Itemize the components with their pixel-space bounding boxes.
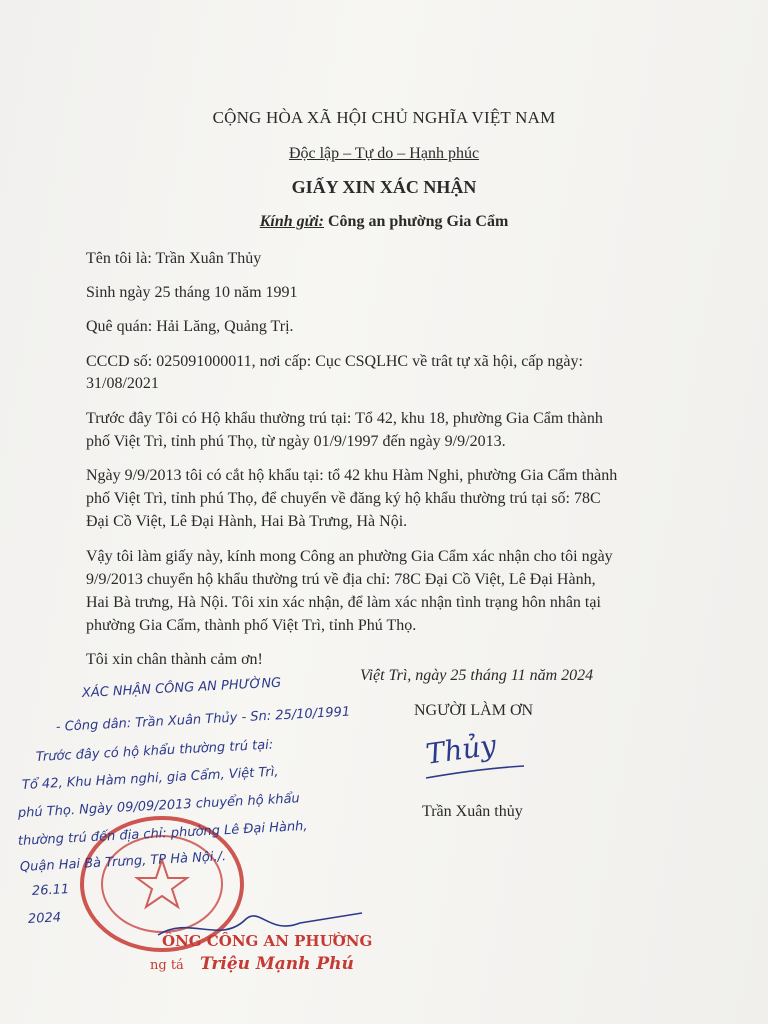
stamp-office-label: ÔNG CÔNG AN PHƯỜNG [162,932,373,950]
note-line-4: Tổ 42, Khu Hàm nghi, gia Cẩm, Việt Trì, [21,764,279,793]
para3-line-2: 9/9/2013 chuyển hộ khẩu thường trú về địa chỉ: 78C Đại Cồ Việt, Lê Đại Hành, [86,571,596,588]
para3-line-4: phường Gia Cẩm, thành phố Việt Trì, tỉnh Phú Thọ. [86,617,417,634]
para1-line-1: Trước đây Tôi có Hộ khẩu thường trú tại: Tổ 42, khu 18, phường Gia Cẩm thành [86,410,603,427]
note-heading: XÁC NHẬN CÔNG AN PHƯỜNG [81,675,282,701]
addressee-line [0,213,768,231]
para2-line-3: Đại Cồ Việt, Lê Đại Hành, Hai Bà Trưng, Hà Nội. [86,513,408,530]
national-motto: Độc lập – Tự do – Hạnh phúc [288,145,480,162]
country-heading: CỘNG HÒA XÃ HỘI CHỦ NGHĨA VIỆT NAM [212,108,556,127]
document-title: GIẤY XIN XÁC NHẬN [291,177,477,197]
para1-line-2: phố Việt Trì, tỉnh phú Thọ, từ ngày 01/9/1997 đến ngày 9/9/2013. [86,433,506,450]
note-date-day: 26.11 [31,882,70,899]
signature-flourish [420,760,530,784]
signer-name: Trần Xuân thủy [422,803,523,820]
note-line-3: Trước đây có hộ khẩu thường trú tại: [35,737,274,765]
hometown-line: Quê quán: Hải Lăng, Quảng Trị. [86,318,294,335]
note-date-year: 2024 [27,910,62,927]
para2-line-1: Ngày 9/9/2013 tôi có cắt hộ khẩu tại: tổ 42 khu Hàm Nghi, phường Gia Cẩm thành [86,467,618,484]
thanks-line: Tôi xin chân thành cảm ơn! [86,651,263,668]
addressee: Công an phường Gia Cẩm [328,213,509,230]
para3-line-3: Hai Bà trưng, Hà Nội. Tôi xin xác nhận, để làm xác nhận tình trạng hôn nhân tại [86,594,601,611]
note-line-6: thường trú đến địa chỉ: phường Lê Đại Hành, [17,818,308,849]
id-line-2: 31/08/2021 [86,375,159,392]
note-line-5: phú Thọ. Ngày 09/09/2013 chuyển hộ khẩu [17,791,301,821]
id-line-1: CCCD số: 025091000011, nơi cấp: Cục CSQLHC về trât tự xã hội, cấp ngày: [86,353,583,370]
signature: Thủy [423,728,499,771]
date-place: Việt Trì, ngày 25 tháng 11 năm 2024 [360,667,594,684]
signer-role: NGƯỜI LÀM ƠN [414,702,534,719]
officer-rank: ng tá [150,958,184,973]
officer-name: Triệu Mạnh Phú [200,954,354,974]
note-line-2: - Công dân: Trần Xuân Thủy - Sn: 25/10/1991 [55,704,351,735]
note-line-7: Quận Hai Bà Trưng, TP Hà Nội./. [19,849,227,875]
name-line: Tên tôi là: Trần Xuân Thủy [86,250,262,267]
addressee-label: Kính gửi: [259,213,324,230]
dob-line: Sinh ngày 25 tháng 10 năm 1991 [86,284,298,301]
para3-line-1: Vậy tôi làm giấy này, kính mong Công an phường Gia Cẩm xác nhận cho tôi ngày [86,548,613,565]
para2-line-2: phố Việt Trì, tỉnh phú Thọ, để chuyển về đăng ký hộ khẩu thường trú tại số: 78C [86,490,601,507]
